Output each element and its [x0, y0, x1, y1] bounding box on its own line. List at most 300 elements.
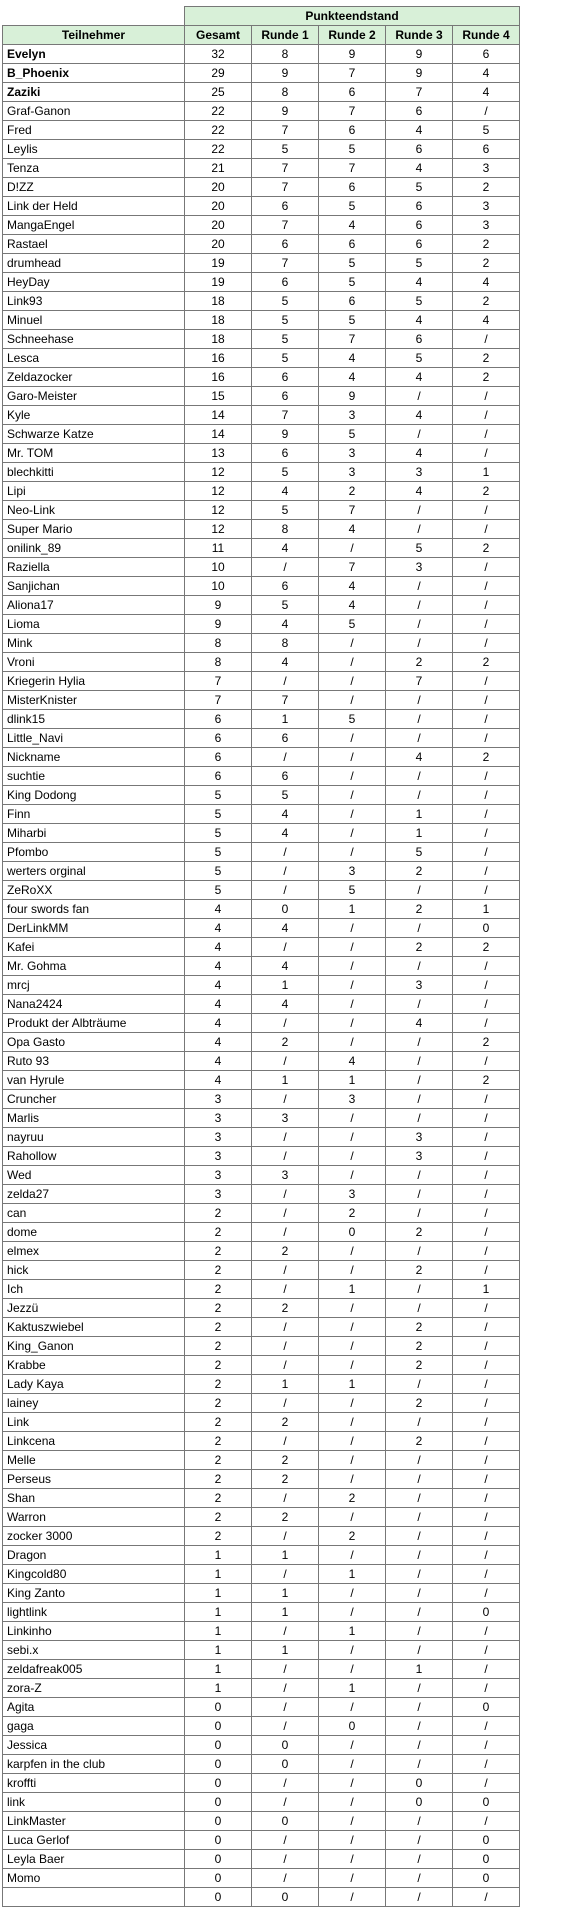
- participant-cell: mrcj: [3, 976, 185, 995]
- total-cell: 20: [185, 235, 252, 254]
- round-2-cell: 1: [319, 900, 386, 919]
- round-4-cell: /: [453, 577, 520, 596]
- total-cell: 32: [185, 45, 252, 64]
- round-1-cell: 9: [252, 64, 319, 83]
- total-cell: 19: [185, 273, 252, 292]
- participant-cell: Lioma: [3, 615, 185, 634]
- table-row: [3, 577, 520, 596]
- round-3-cell: 7: [386, 672, 453, 691]
- round-1-cell: /: [252, 1527, 319, 1546]
- round-2-cell: 2: [319, 1527, 386, 1546]
- participant-cell: Leylis: [3, 140, 185, 159]
- participant-cell: Raziella: [3, 558, 185, 577]
- participant-cell: [3, 1888, 185, 1907]
- round-3-cell: 1: [386, 805, 453, 824]
- round-3-cell: /: [386, 577, 453, 596]
- round-3-cell: /: [386, 995, 453, 1014]
- round-1-cell: 4: [252, 824, 319, 843]
- round-1-cell: 4: [252, 919, 319, 938]
- table-row: [3, 1679, 520, 1698]
- round-4-cell: /: [453, 634, 520, 653]
- total-cell: 3: [185, 1128, 252, 1147]
- participant-cell: Finn: [3, 805, 185, 824]
- round-2-cell: 3: [319, 1185, 386, 1204]
- participant-cell: Super Mario: [3, 520, 185, 539]
- participant-cell: Leyla Baer: [3, 1850, 185, 1869]
- table-row: [3, 1470, 520, 1489]
- score-table: [2, 6, 520, 1907]
- round-4-cell: /: [453, 1109, 520, 1128]
- participant-cell: Evelyn: [3, 45, 185, 64]
- total-cell: 2: [185, 1508, 252, 1527]
- total-cell: 2: [185, 1280, 252, 1299]
- round-1-cell: 7: [252, 159, 319, 178]
- table-row: [3, 197, 520, 216]
- round-1-cell: /: [252, 1204, 319, 1223]
- table-row: [3, 520, 520, 539]
- participant-cell: DerLinkMM: [3, 919, 185, 938]
- round-4-cell: /: [453, 1299, 520, 1318]
- round-1-cell: /: [252, 1280, 319, 1299]
- total-cell: 7: [185, 672, 252, 691]
- round-4-cell: /: [453, 1394, 520, 1413]
- round-4-cell: 1: [453, 900, 520, 919]
- group-title: Punkteendstand: [185, 7, 520, 26]
- participant-cell: Agita: [3, 1698, 185, 1717]
- round-3-cell: /: [386, 425, 453, 444]
- round-3-cell: 6: [386, 235, 453, 254]
- round-2-cell: 0: [319, 1223, 386, 1242]
- table-row: [3, 482, 520, 501]
- round-2-cell: /: [319, 805, 386, 824]
- round-2-cell: /: [319, 1033, 386, 1052]
- table-row: [3, 1204, 520, 1223]
- round-1-cell: /: [252, 1622, 319, 1641]
- round-2-cell: 4: [319, 349, 386, 368]
- round-3-cell: 2: [386, 938, 453, 957]
- round-3-cell: /: [386, 767, 453, 786]
- participant-cell: Zaziki: [3, 83, 185, 102]
- round-2-cell: 6: [319, 292, 386, 311]
- participant-cell: zeldafreak005: [3, 1660, 185, 1679]
- participant-cell: Pfombo: [3, 843, 185, 862]
- participant-cell: zocker 3000: [3, 1527, 185, 1546]
- round-1-cell: /: [252, 1128, 319, 1147]
- round-1-cell: /: [252, 1185, 319, 1204]
- round-3-cell: /: [386, 387, 453, 406]
- round-3-cell: 2: [386, 900, 453, 919]
- participant-cell: Link der Held: [3, 197, 185, 216]
- round-2-cell: /: [319, 843, 386, 862]
- round-3-cell: 4: [386, 444, 453, 463]
- round-1-cell: 8: [252, 520, 319, 539]
- round-2-cell: 3: [319, 1090, 386, 1109]
- round-2-cell: 4: [319, 596, 386, 615]
- round-3-cell: /: [386, 1736, 453, 1755]
- participant-cell: Kyle: [3, 406, 185, 425]
- round-3-cell: 3: [386, 1147, 453, 1166]
- round-4-cell: /: [453, 1413, 520, 1432]
- round-1-cell: 1: [252, 1071, 319, 1090]
- table-row: [3, 1508, 520, 1527]
- round-3-cell: 7: [386, 83, 453, 102]
- round-3-cell: 3: [386, 463, 453, 482]
- round-4-cell: 3: [453, 216, 520, 235]
- participant-cell: Mr. Gohma: [3, 957, 185, 976]
- total-cell: 6: [185, 748, 252, 767]
- table-row: [3, 444, 520, 463]
- round-4-cell: 6: [453, 45, 520, 64]
- table-row: [3, 1071, 520, 1090]
- column-header-round-4: Runde 4: [453, 26, 520, 45]
- round-2-cell: 1: [319, 1375, 386, 1394]
- round-3-cell: 4: [386, 482, 453, 501]
- total-cell: 5: [185, 862, 252, 881]
- round-4-cell: /: [453, 1261, 520, 1280]
- total-cell: 2: [185, 1318, 252, 1337]
- round-2-cell: 5: [319, 615, 386, 634]
- round-3-cell: /: [386, 919, 453, 938]
- round-1-cell: 4: [252, 653, 319, 672]
- participant-cell: Nana2424: [3, 995, 185, 1014]
- participant-cell: Link93: [3, 292, 185, 311]
- table-row: [3, 463, 520, 482]
- round-1-cell: /: [252, 1147, 319, 1166]
- round-3-cell: 4: [386, 406, 453, 425]
- round-1-cell: 4: [252, 957, 319, 976]
- round-1-cell: 7: [252, 121, 319, 140]
- total-cell: 4: [185, 995, 252, 1014]
- round-4-cell: /: [453, 1204, 520, 1223]
- round-4-cell: /: [453, 1774, 520, 1793]
- round-1-cell: 7: [252, 406, 319, 425]
- round-2-cell: 2: [319, 1489, 386, 1508]
- round-4-cell: /: [453, 1679, 520, 1698]
- round-4-cell: /: [453, 1318, 520, 1337]
- total-cell: 1: [185, 1660, 252, 1679]
- round-1-cell: 2: [252, 1451, 319, 1470]
- participant-cell: Melle: [3, 1451, 185, 1470]
- total-cell: 13: [185, 444, 252, 463]
- round-3-cell: /: [386, 1755, 453, 1774]
- participant-cell: Schneehase: [3, 330, 185, 349]
- total-cell: 2: [185, 1299, 252, 1318]
- round-2-cell: /: [319, 1470, 386, 1489]
- round-4-cell: /: [453, 501, 520, 520]
- table-row: [3, 748, 520, 767]
- participant-cell: Little_Navi: [3, 729, 185, 748]
- participant-cell: hick: [3, 1261, 185, 1280]
- round-4-cell: 2: [453, 254, 520, 273]
- round-2-cell: /: [319, 1109, 386, 1128]
- table-row: [3, 1698, 520, 1717]
- round-1-cell: 6: [252, 235, 319, 254]
- total-cell: 1: [185, 1641, 252, 1660]
- round-2-cell: /: [319, 1128, 386, 1147]
- round-1-cell: 0: [252, 1755, 319, 1774]
- round-3-cell: /: [386, 1451, 453, 1470]
- participant-cell: Dragon: [3, 1546, 185, 1565]
- round-4-cell: 1: [453, 463, 520, 482]
- round-2-cell: /: [319, 1793, 386, 1812]
- round-3-cell: 4: [386, 121, 453, 140]
- total-cell: 10: [185, 558, 252, 577]
- round-2-cell: 4: [319, 520, 386, 539]
- round-2-cell: /: [319, 1318, 386, 1337]
- participant-cell: Schwarze Katze: [3, 425, 185, 444]
- participant-cell: Luca Gerlof: [3, 1831, 185, 1850]
- round-2-cell: 5: [319, 254, 386, 273]
- table-row: [3, 1812, 520, 1831]
- round-4-cell: 0: [453, 1603, 520, 1622]
- table-row: [3, 995, 520, 1014]
- round-4-cell: /: [453, 1090, 520, 1109]
- total-cell: 3: [185, 1090, 252, 1109]
- table-row: [3, 1888, 520, 1907]
- participant-cell: ZeRoXX: [3, 881, 185, 900]
- total-cell: 1: [185, 1584, 252, 1603]
- round-1-cell: 0: [252, 1812, 319, 1831]
- round-4-cell: /: [453, 1489, 520, 1508]
- participant-cell: Lady Kaya: [3, 1375, 185, 1394]
- round-4-cell: 0: [453, 1869, 520, 1888]
- round-3-cell: /: [386, 1869, 453, 1888]
- round-2-cell: /: [319, 748, 386, 767]
- round-1-cell: 9: [252, 102, 319, 121]
- round-2-cell: /: [319, 1337, 386, 1356]
- table-row: [3, 235, 520, 254]
- round-2-cell: /: [319, 957, 386, 976]
- table-row: [3, 558, 520, 577]
- round-3-cell: 1: [386, 824, 453, 843]
- round-3-cell: /: [386, 634, 453, 653]
- table-row: [3, 425, 520, 444]
- participant-cell: drumhead: [3, 254, 185, 273]
- round-2-cell: 3: [319, 406, 386, 425]
- table-row: [3, 1375, 520, 1394]
- round-1-cell: /: [252, 672, 319, 691]
- participant-cell: Perseus: [3, 1470, 185, 1489]
- round-4-cell: /: [453, 710, 520, 729]
- total-cell: 22: [185, 121, 252, 140]
- round-1-cell: 2: [252, 1413, 319, 1432]
- round-3-cell: 4: [386, 159, 453, 178]
- round-4-cell: /: [453, 1508, 520, 1527]
- table-row: [3, 1223, 520, 1242]
- participant-cell: kroffti: [3, 1774, 185, 1793]
- table-row: [3, 406, 520, 425]
- table-row: [3, 178, 520, 197]
- participant-cell: Tenza: [3, 159, 185, 178]
- round-1-cell: /: [252, 1831, 319, 1850]
- round-3-cell: /: [386, 1812, 453, 1831]
- round-2-cell: /: [319, 1261, 386, 1280]
- table-row: [3, 330, 520, 349]
- table-row: [3, 1489, 520, 1508]
- total-cell: 19: [185, 254, 252, 273]
- round-4-cell: 2: [453, 349, 520, 368]
- table-row: [3, 1014, 520, 1033]
- participant-cell: Jessica: [3, 1736, 185, 1755]
- participant-cell: King_Ganon: [3, 1337, 185, 1356]
- table-row: [3, 1033, 520, 1052]
- round-1-cell: 4: [252, 615, 319, 634]
- round-4-cell: /: [453, 1717, 520, 1736]
- participant-cell: Rahollow: [3, 1147, 185, 1166]
- round-3-cell: /: [386, 1546, 453, 1565]
- table-row: [3, 1413, 520, 1432]
- round-4-cell: /: [453, 1375, 520, 1394]
- round-2-cell: /: [319, 691, 386, 710]
- round-2-cell: /: [319, 1698, 386, 1717]
- round-3-cell: /: [386, 1413, 453, 1432]
- round-3-cell: 2: [386, 1261, 453, 1280]
- total-cell: 9: [185, 596, 252, 615]
- round-3-cell: 2: [386, 1337, 453, 1356]
- round-1-cell: 4: [252, 995, 319, 1014]
- participant-cell: Aliona17: [3, 596, 185, 615]
- round-4-cell: 0: [453, 1793, 520, 1812]
- table-row: [3, 805, 520, 824]
- participant-cell: Vroni: [3, 653, 185, 672]
- table-row: [3, 1128, 520, 1147]
- total-cell: 6: [185, 729, 252, 748]
- round-2-cell: 6: [319, 235, 386, 254]
- round-2-cell: /: [319, 1831, 386, 1850]
- participant-cell: Jezzü: [3, 1299, 185, 1318]
- round-3-cell: /: [386, 1166, 453, 1185]
- round-3-cell: /: [386, 1565, 453, 1584]
- round-1-cell: /: [252, 1869, 319, 1888]
- round-4-cell: /: [453, 1622, 520, 1641]
- total-cell: 2: [185, 1242, 252, 1261]
- round-1-cell: /: [252, 1774, 319, 1793]
- round-2-cell: /: [319, 1888, 386, 1907]
- total-cell: 4: [185, 919, 252, 938]
- round-3-cell: /: [386, 691, 453, 710]
- round-1-cell: 4: [252, 805, 319, 824]
- total-cell: 12: [185, 520, 252, 539]
- table-row: [3, 501, 520, 520]
- total-cell: 15: [185, 387, 252, 406]
- total-cell: 3: [185, 1166, 252, 1185]
- round-4-cell: /: [453, 1660, 520, 1679]
- round-4-cell: /: [453, 1223, 520, 1242]
- participant-cell: Linkinho: [3, 1622, 185, 1641]
- round-2-cell: 4: [319, 577, 386, 596]
- round-2-cell: /: [319, 1603, 386, 1622]
- round-3-cell: /: [386, 881, 453, 900]
- total-cell: 1: [185, 1546, 252, 1565]
- round-4-cell: 2: [453, 235, 520, 254]
- round-4-cell: 2: [453, 368, 520, 387]
- table-row: [3, 1831, 520, 1850]
- round-4-cell: /: [453, 1185, 520, 1204]
- participant-cell: suchtie: [3, 767, 185, 786]
- table-row: [3, 1318, 520, 1337]
- round-2-cell: /: [319, 767, 386, 786]
- round-4-cell: /: [453, 976, 520, 995]
- total-cell: 3: [185, 1147, 252, 1166]
- total-cell: 9: [185, 615, 252, 634]
- round-1-cell: 2: [252, 1299, 319, 1318]
- round-2-cell: /: [319, 938, 386, 957]
- participant-cell: Lesca: [3, 349, 185, 368]
- round-3-cell: /: [386, 729, 453, 748]
- round-1-cell: 7: [252, 254, 319, 273]
- round-1-cell: /: [252, 938, 319, 957]
- table-row: [3, 1755, 520, 1774]
- round-2-cell: 9: [319, 45, 386, 64]
- round-1-cell: 6: [252, 368, 319, 387]
- participant-cell: Miharbi: [3, 824, 185, 843]
- round-1-cell: 2: [252, 1470, 319, 1489]
- round-3-cell: 9: [386, 64, 453, 83]
- table-row: [3, 1337, 520, 1356]
- round-1-cell: 6: [252, 729, 319, 748]
- round-4-cell: 4: [453, 64, 520, 83]
- round-2-cell: /: [319, 1394, 386, 1413]
- table-row: [3, 1052, 520, 1071]
- round-3-cell: /: [386, 596, 453, 615]
- table-row: [3, 64, 520, 83]
- total-cell: 0: [185, 1812, 252, 1831]
- round-3-cell: 2: [386, 1356, 453, 1375]
- total-cell: 5: [185, 786, 252, 805]
- round-4-cell: 2: [453, 1071, 520, 1090]
- round-3-cell: 4: [386, 311, 453, 330]
- table-row: [3, 672, 520, 691]
- participant-cell: van Hyrule: [3, 1071, 185, 1090]
- round-4-cell: /: [453, 995, 520, 1014]
- table-row: [3, 1147, 520, 1166]
- round-2-cell: /: [319, 1242, 386, 1261]
- total-cell: 2: [185, 1356, 252, 1375]
- round-4-cell: /: [453, 1337, 520, 1356]
- round-1-cell: /: [252, 1660, 319, 1679]
- round-3-cell: /: [386, 1527, 453, 1546]
- total-cell: 14: [185, 406, 252, 425]
- round-3-cell: /: [386, 1470, 453, 1489]
- total-cell: 12: [185, 463, 252, 482]
- round-3-cell: 6: [386, 140, 453, 159]
- round-2-cell: /: [319, 1812, 386, 1831]
- round-4-cell: /: [453, 1242, 520, 1261]
- round-1-cell: 5: [252, 292, 319, 311]
- round-4-cell: /: [453, 1052, 520, 1071]
- round-3-cell: /: [386, 1641, 453, 1660]
- table-row: [3, 862, 520, 881]
- column-header-row: [3, 26, 520, 45]
- participant-cell: Sanjichan: [3, 577, 185, 596]
- participant-cell: Lipi: [3, 482, 185, 501]
- participant-cell: Momo: [3, 1869, 185, 1888]
- total-cell: 2: [185, 1261, 252, 1280]
- round-2-cell: 7: [319, 102, 386, 121]
- round-2-cell: /: [319, 1641, 386, 1660]
- table-row: [3, 387, 520, 406]
- total-cell: 3: [185, 1109, 252, 1128]
- round-2-cell: /: [319, 1356, 386, 1375]
- round-1-cell: 1: [252, 1546, 319, 1565]
- table-row: [3, 159, 520, 178]
- participant-cell: karpfen in the club: [3, 1755, 185, 1774]
- round-1-cell: /: [252, 1717, 319, 1736]
- total-cell: 22: [185, 102, 252, 121]
- total-cell: 0: [185, 1717, 252, 1736]
- round-4-cell: 3: [453, 159, 520, 178]
- round-4-cell: 2: [453, 539, 520, 558]
